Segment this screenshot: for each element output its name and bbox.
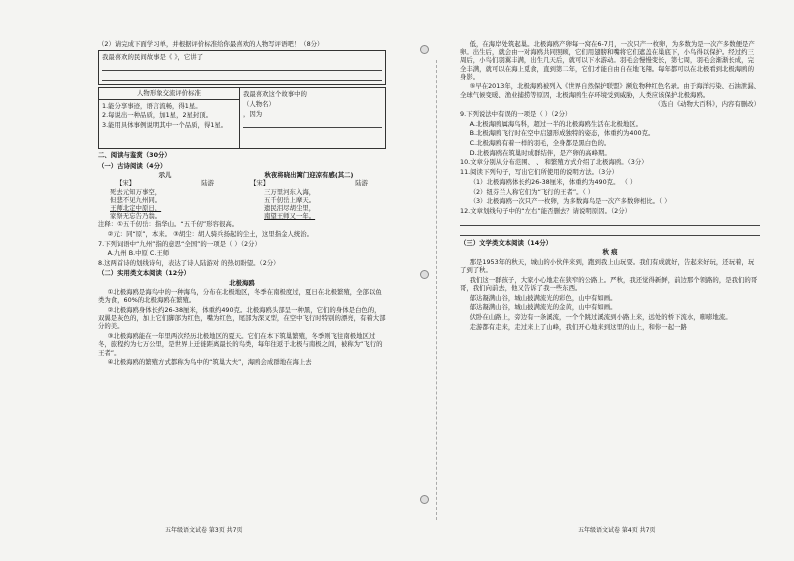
binding-fold-line: [436, 60, 437, 520]
article-paragraph: ⑤早在2013年，北极海鸥被列入《世界自然保护联盟》濒危物种红色名录。由于海洋污染、石油泄漏、全球气候变暖、渔业捕捞等原因，北极海鸥生存环境受到威胁，人类应该保护北极海鸥。: [460, 82, 760, 99]
question-12: 12.文章划线句子中的“左右”能否删去？请说明原因。（2分）: [460, 206, 632, 215]
poem-dynasty: 【宋】: [116, 179, 136, 188]
article-title: 北极海鸥: [229, 278, 255, 287]
literary-title: 秋 痕: [602, 248, 618, 257]
article-paragraph: ①北极海鸥是海鸟中的一种海鸟，分布在北极地区，冬季在南极度过，夏日在北极繁殖，全部以鱼类为食，60%的北极海鸥在繁殖。: [98, 288, 382, 305]
section-title: 二、阅读与鉴赏（30分）: [98, 151, 171, 160]
poem-line: 遗民泪尽胡尘里，: [264, 204, 316, 212]
question-11-item: （1）北极海鸥体长约26-38厘米，体重约为490克。 （ ）: [469, 177, 637, 186]
binding-hole: [420, 270, 429, 279]
subsection-title: （三）文学类文本阅读（14分）: [460, 238, 552, 247]
question-11: 11.阅读下列句子，写出它们所使用的说明方法。（3分）: [460, 168, 619, 177]
binding-hole: [420, 45, 429, 54]
question-7: 7.下列词语中“九州”指的意思“全国”的一项是（ ）（2分）: [98, 239, 261, 248]
evaluation-table: [98, 87, 386, 149]
q2-favorite-line: 我最喜欢的民间故事是《 》，它讲了: [102, 52, 204, 61]
poem-dynasty: 【宋】: [250, 179, 270, 188]
poem-note: 注释：①五千仞岳：指华山。“五千仞”形容很高。: [98, 220, 239, 229]
left-page: [98, 40, 386, 368]
poem-line: 三万里河东入海，: [264, 187, 316, 196]
poem-title: 示儿: [158, 171, 172, 180]
poem-line: 但悲不见九州同。: [110, 195, 162, 204]
criterion: 3.能用具体事例说明其中一个品质，得1星。: [102, 120, 228, 129]
poem-line: 五千仞岳上摩天。: [264, 195, 316, 204]
answer-line[interactable]: [243, 119, 382, 128]
evaluation-prompt: （人物名）: [243, 100, 275, 109]
article-paragraph: ④北极海鸥的繁殖方式都称为鸟中的“筑巢大夫”，海鸥会成群地在海上去: [107, 358, 312, 367]
article-paragraph: 低，在海岸处筑起巢。北极海鸥产卵每一窝在6-7月，一次只产一枚卵，为多数为是一次产多数便是产卵。出生后，就会由一对海鸥共同照顾，它们用翅膀和嘴将它们遮盖在巢底下，小鸟得以保护。经过约三周后，小鸟们羽翼丰满，出生几天后，就可以下水游动。羽毛会慢慢变长，第七周，羽毛会渐渐长成，完全丰满，就可以在海上觅食，直到第二年，它们才能自由自在地飞翔。每年都可以在北极看到北极海鸥的身影。: [460, 40, 755, 81]
article-paragraph: ②北极海鸥身体长约26-38厘米，体重约490克。北极海鸥头部呈一种黑，它们的身体是白色的，双翼是灰色的，加上它们脚部为红色，嘴为红色，尾部为深叉型，在空中飞行时特别的漂亮，有着大部分的美。: [98, 306, 386, 331]
literary-paragraph: 郁达凝满山谷，城山披满流光的彩色，山中有如画。: [469, 293, 617, 302]
poem-line-underlined: 南望王师又一年。: [264, 212, 316, 221]
answer-line[interactable]: [460, 217, 760, 226]
question-8: 8.这两首诗的划线诗句，表达了诗人陆游对 的热切盼望。（2分）: [98, 259, 280, 268]
poem-author: 陆游: [201, 179, 214, 188]
question-9-option[interactable]: C.北极海鸥有着一样的羽毛，全身都是黑白色的。: [469, 139, 611, 148]
literary-paragraph: 郁达凝满山谷，城山披满流光的金黄，山中有如画。: [469, 303, 617, 312]
page-footer-right: 五年级语文试卷 第4页 共7页: [578, 527, 656, 534]
poem-title: 秋夜将晓出篱门迎凉有感(其二): [264, 171, 354, 180]
question-9-option[interactable]: A.北极海鸥属海鸟科，超过一半的北极海鸥生活在北极地区。: [469, 119, 643, 128]
literary-paragraph: 我们这一群孩子，大家小心地走在狭窄的公路上。严秋，我还觉得新鲜，前边那个领路的，是我们的哥哥，我们向前去，他又告诉了我一些东西。: [460, 275, 758, 292]
question-9: 9.下列说法中有误的一项是（ ）（2分）: [460, 110, 572, 118]
evaluation-answer[interactable]: [240, 88, 385, 148]
question-11-item: （3）北极海鸥一次只产一枚卵，为多数海鸟是一次产多数卵相比。（ ）: [469, 197, 671, 206]
question-9-option[interactable]: D.北极海鸥在筑巢时成群结伴，是产卵的高峰期。: [469, 148, 611, 157]
evaluation-prompt: ，因为: [243, 109, 263, 118]
answer-line[interactable]: [102, 72, 382, 81]
evaluation-criteria: [99, 88, 240, 148]
question-7-options[interactable]: A.九州 B.中原 C.王师: [107, 249, 170, 258]
answer-line[interactable]: [460, 227, 760, 236]
right-page: [460, 40, 760, 332]
evaluation-header: 人物形象交流评价标准: [99, 88, 239, 99]
poem-qiuye: [234, 171, 384, 220]
question-10: 10.文章分别从分布范围、 、 和繁殖方式介绍了北极海鸥。（3分）: [460, 158, 648, 167]
subsection-title: （一）古诗阅读（4分）: [98, 161, 167, 170]
question-11-item: （2）纽芬兰人称它们为“飞行的王者”。（ ）: [469, 187, 595, 196]
poem-line: 家祭无忘告乃翁。: [110, 212, 162, 221]
literary-paragraph: 那是1953年的秋天，城山的小伙伴来到，跑到我上山玩耍。我们有成就好，告起来好玩，还玩着，玩了到了秋。: [460, 257, 755, 275]
poem-line: 死去元知万事空，: [110, 187, 162, 196]
poem-author: 陆游: [355, 179, 368, 188]
subsection-title: （二）实用类文本阅读（12分）: [98, 268, 190, 277]
literary-paragraph: 走游都有走来，走过来上了山峰，我们开心地来到这里的山上，和你一起一路: [469, 322, 687, 331]
question-9-option[interactable]: B.北极海鸥飞行时在空中启翅形成独特的姿态，体重约为400克。: [469, 129, 655, 138]
answer-line[interactable]: [102, 62, 382, 71]
poem-shier: [100, 171, 230, 220]
page-footer-left: 五年级语文试卷 第3页 共7页: [165, 527, 243, 534]
q2-title: （2）请完成下面学习单，并根据评价标准给你最喜欢的人物写评语吧！（8分）: [98, 40, 324, 48]
q2-worksheet: [98, 50, 386, 86]
literary-paragraph: 伏卧在山路上，旁边有一条溪流，一个个跳过溪流到小路上来，远处的桥下流水，嘭嘭地流。: [469, 313, 732, 322]
criterion: 1.能分享事迹，语言流畅，得1星。: [102, 101, 202, 110]
article-source: （选自《动物大百科》，内容有删改）: [654, 100, 760, 109]
poem-line-underlined: 王师北定中原日，: [110, 204, 162, 212]
evaluation-prompt: 我最喜欢这个故事中的: [243, 90, 307, 99]
criterion: 2.每说出一种品质，加1星，2星封顶。: [102, 111, 213, 120]
article-paragraph: ③北极海鸥能在一年里两次经历北极地区的夏天。它们在本下筑巢繁殖，冬季则飞往南极地区过冬，旅程约为七万公里，是世界上迁徙距离最长的鸟类，每年往返于北极与南极之间，被称为“飞行的王者”。: [98, 332, 383, 357]
binding-hole: [420, 495, 429, 504]
poem-note: ②元：同“原”，本来。 ③胡尘：胡人骑兵扬起的尘土，这里指金人统治。: [107, 230, 314, 239]
poems: [98, 171, 386, 220]
